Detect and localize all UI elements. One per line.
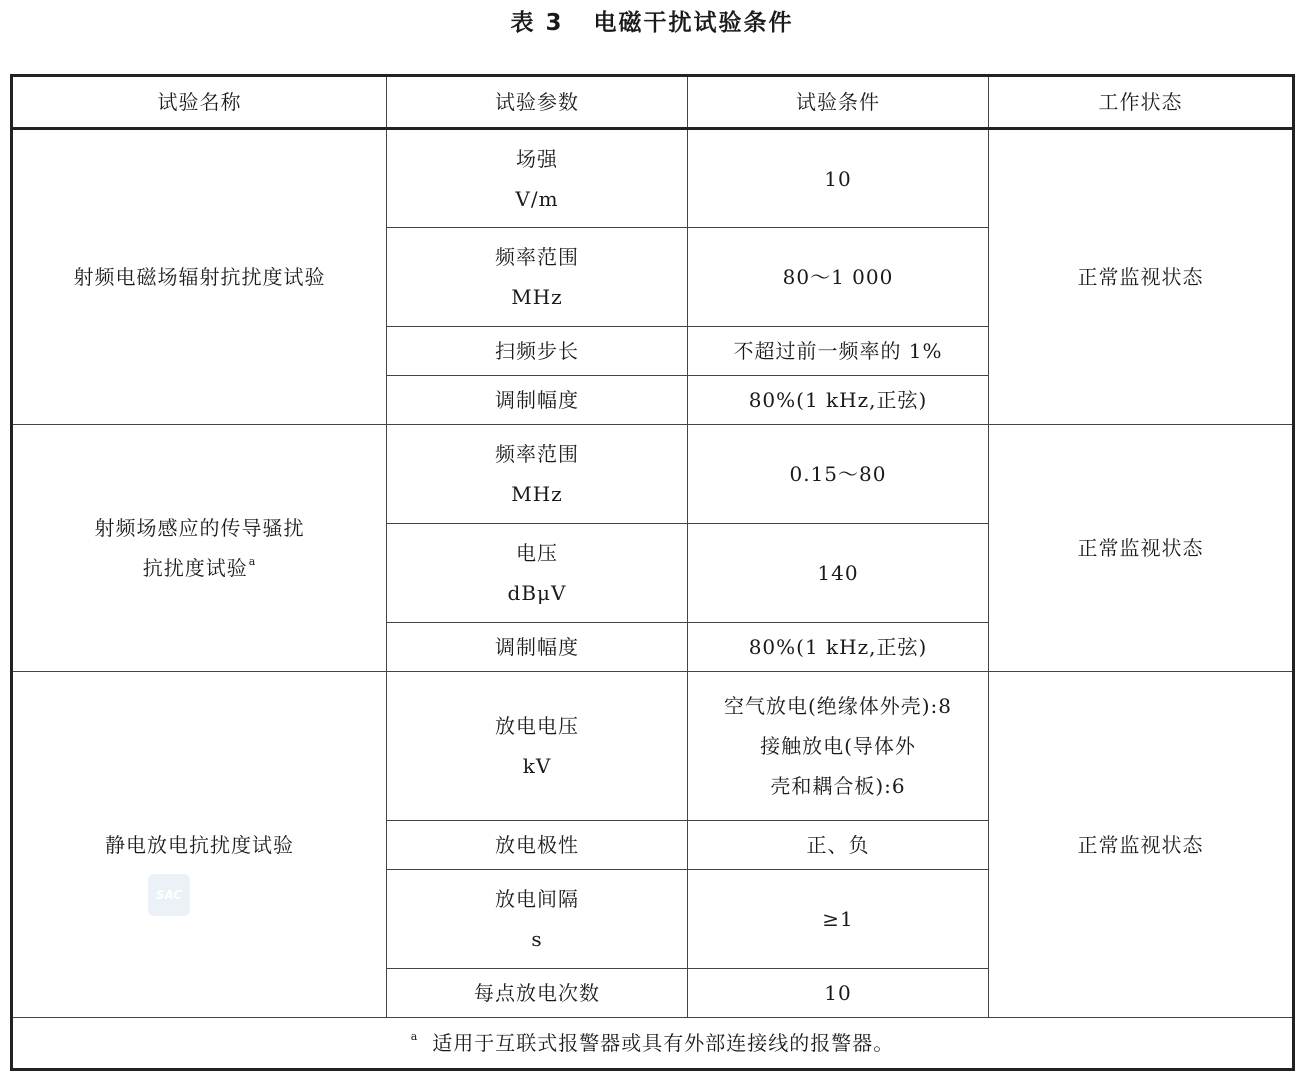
condition-cell: 不超过前一频率的 1% (688, 327, 989, 376)
condition-line: 壳和耦合板):6 (770, 774, 906, 798)
param-unit: s (531, 927, 543, 951)
param-unit: dBμV (507, 581, 567, 605)
footnote-cell (12, 1018, 1294, 1070)
header-row (12, 76, 1294, 129)
param-cell: 调制幅度 (387, 376, 688, 425)
footnote-mark: a (410, 1030, 419, 1043)
condition-cell: 10 (688, 969, 989, 1018)
footnote-text: 适用于互联式报警器或具有外部连接线的报警器。 (432, 1031, 895, 1055)
param-unit: MHz (511, 285, 563, 309)
table-number: 表 3 (510, 10, 564, 36)
condition-cell (688, 672, 989, 821)
condition-cell: 正、负 (688, 821, 989, 870)
param-label: 频率范围 (495, 245, 579, 269)
condition-cell: 80%(1 kHz,正弦) (688, 623, 989, 672)
footnote-ref: a (248, 555, 257, 568)
condition-cell: 80～1 000 (688, 228, 989, 327)
header-working-state: 工作状态 (989, 76, 1294, 129)
table-row (12, 425, 1294, 524)
param-cell (387, 672, 688, 821)
header-test-name: 试验名称 (12, 76, 387, 129)
param-cell (387, 425, 688, 524)
param-cell (387, 870, 688, 969)
param-cell (387, 228, 688, 327)
param-unit: kV (522, 754, 552, 778)
param-label: 电压 (516, 541, 558, 565)
header-test-param: 试验参数 (387, 76, 688, 129)
sac-watermark-logo: SAC (148, 874, 190, 916)
footnote-row (12, 1018, 1294, 1070)
param-cell: 扫频步长 (387, 327, 688, 376)
param-label: 放电电压 (495, 714, 579, 738)
param-cell: 放电极性 (387, 821, 688, 870)
param-unit: V/m (515, 186, 559, 211)
condition-cell: 140 (688, 524, 989, 623)
param-cell: 每点放电次数 (387, 969, 688, 1018)
test-name-cell (12, 129, 387, 425)
condition-cell: 80%(1 kHz,正弦) (688, 376, 989, 425)
test-name: 射频电磁场辐射抗扰度试验 (73, 265, 326, 289)
condition-cell: ≥1 (688, 870, 989, 969)
param-unit: MHz (511, 482, 563, 506)
test-name-cell (12, 425, 387, 672)
condition-line: 空气放电(绝缘体外壳):8 (723, 694, 953, 718)
param-label: 频率范围 (495, 442, 579, 466)
param-label: 放电间隔 (495, 887, 579, 911)
header-test-condition: 试验条件 (688, 76, 989, 129)
emi-test-table (10, 74, 1295, 1071)
test-name-cell (12, 672, 387, 1018)
test-name: 射频场感应的传导骚扰 (94, 516, 305, 540)
param-cell (387, 129, 688, 228)
test-name-line2: 抗扰度试验$^a$ (142, 555, 257, 580)
condition-line: 接触放电(导体外 (760, 734, 916, 758)
param-cell (387, 524, 688, 623)
condition-cell: 10 (688, 129, 989, 228)
table-row (12, 129, 1294, 228)
condition-cell: 0.15～80 (688, 425, 989, 524)
test-name: 静电放电抗扰度试验 (105, 832, 294, 857)
table-row (12, 672, 1294, 821)
param-cell: 调制幅度 (387, 623, 688, 672)
param-label: 场强 (516, 146, 558, 171)
state-cell: 正常监视状态 (989, 672, 1294, 1018)
table-caption: 电磁干扰试验条件 (593, 10, 794, 36)
state-cell: 正常监视状态 (989, 129, 1294, 425)
state-cell: 正常监视状态 (989, 425, 1294, 672)
table-title (0, 4, 1304, 40)
